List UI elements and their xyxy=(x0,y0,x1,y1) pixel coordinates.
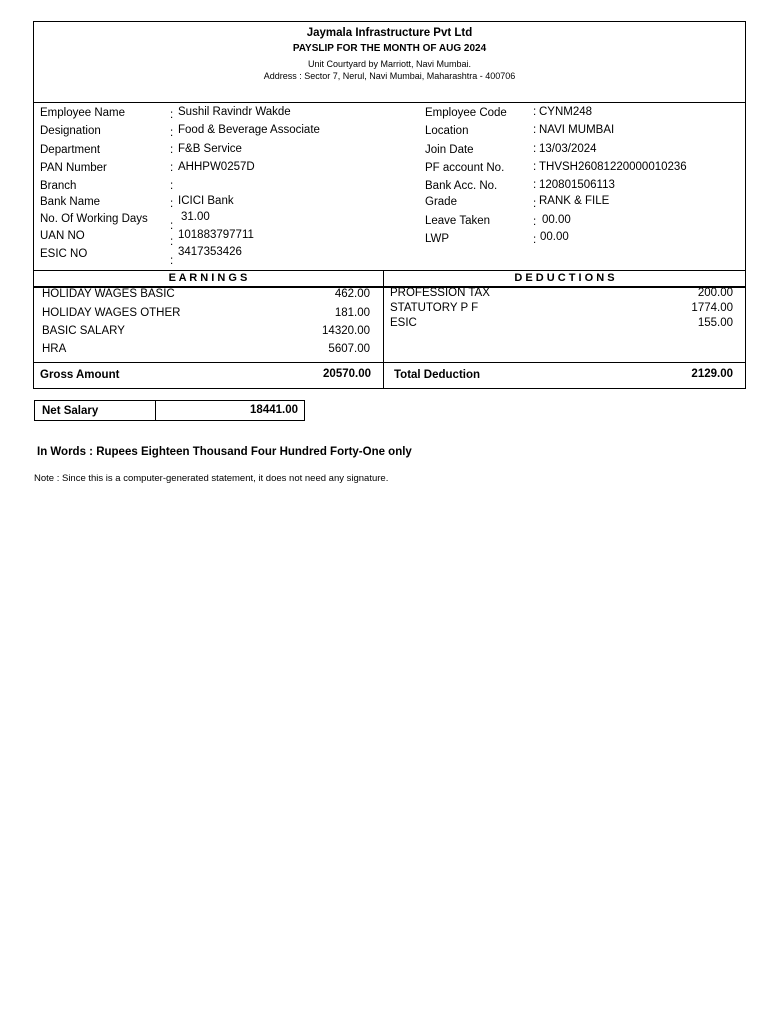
earning-item-amount: 14320.00 xyxy=(322,325,370,337)
header-divider xyxy=(33,102,746,103)
label-leave-taken: Leave Taken xyxy=(425,215,491,227)
colon: : xyxy=(170,198,174,210)
colon: : xyxy=(533,234,537,246)
net-salary-value: 18441.00 xyxy=(250,404,298,416)
colon: : xyxy=(533,106,537,118)
label-branch: Branch xyxy=(40,180,77,192)
label-grade: Grade xyxy=(425,196,457,208)
colon: : xyxy=(170,255,174,267)
label-department: Department xyxy=(40,144,101,156)
total-deduction-label: Total Deduction xyxy=(394,369,481,381)
value-location: NAVI MUMBAI xyxy=(539,124,615,136)
label-esic-no: ESIC NO xyxy=(40,248,88,260)
net-salary-divider xyxy=(155,400,156,421)
earning-item-name: HOLIDAY WAGES OTHER xyxy=(42,307,181,319)
colon: : xyxy=(533,216,537,228)
label-bank-name: Bank Name xyxy=(40,196,101,208)
colon: : xyxy=(170,236,174,248)
deduction-item-name: PROFESSION TAX xyxy=(390,287,490,299)
colon: : xyxy=(170,109,174,121)
deduction-item-amount: 200.00 xyxy=(697,287,733,299)
unit-name: Unit Courtyard by Marriott, Navi Mumbai. xyxy=(307,59,472,69)
value-bank-name: ICICI Bank xyxy=(178,195,234,207)
value-leave-taken: 00.00 xyxy=(542,214,571,226)
earning-item-name: HRA xyxy=(42,343,67,355)
colon: : xyxy=(533,161,537,173)
deduction-item-name: STATUTORY P F xyxy=(390,302,479,314)
label-pan-number: PAN Number xyxy=(40,162,107,174)
value-department: F&B Service xyxy=(178,143,242,155)
value-esic-no: 3417353426 xyxy=(178,246,242,258)
label-working-days: No. Of Working Days xyxy=(40,213,148,225)
value-uan-no: 101883797711 xyxy=(178,229,254,241)
company-address: Address : Sector 7, Nerul, Navi Mumbai, Maharashtra - 400706 xyxy=(263,71,516,81)
value-bank-account: 120801506113 xyxy=(539,179,615,191)
colon: : xyxy=(170,180,174,192)
earning-item-amount: 5607.00 xyxy=(328,343,370,355)
net-salary-label: Net Salary xyxy=(42,405,99,417)
footer-note: Note : Since this is a computer-generated statement, it does not need any signature. xyxy=(34,473,389,484)
value-lwp: 00.00 xyxy=(540,231,569,243)
earning-item-name: BASIC SALARY xyxy=(42,325,125,337)
deductions-heading: D E D U C T I O N S xyxy=(514,272,615,284)
gross-amount-label: Gross Amount xyxy=(40,369,120,381)
label-pf-account: PF account No. xyxy=(425,162,505,174)
value-working-days: 31.00 xyxy=(181,211,210,223)
label-employee-code: Employee Code xyxy=(425,107,507,119)
colon: : xyxy=(533,143,537,155)
earnings-heading: E A R N I N G S xyxy=(168,272,248,284)
value-pf-account: THVSH26081220000010236 xyxy=(539,161,687,173)
label-location: Location xyxy=(425,125,469,137)
gross-amount-value: 20570.00 xyxy=(323,368,371,380)
label-join-date: Join Date xyxy=(425,144,474,156)
earning-item-name: HOLIDAY WAGES BASIC xyxy=(42,288,175,300)
value-join-date: 13/03/2024 xyxy=(539,143,597,155)
amount-in-words: In Words : Rupees Eighteen Thousand Four Hundred Forty-One only xyxy=(37,446,412,458)
value-employee-name: Sushil Ravindr Wakde xyxy=(178,106,291,118)
deduction-item-amount: 155.00 xyxy=(697,317,733,329)
label-designation: Designation xyxy=(40,125,101,137)
section-divider xyxy=(33,270,746,271)
value-grade: RANK & FILE xyxy=(539,195,610,207)
colon: : xyxy=(170,220,174,232)
label-employee-name: Employee Name xyxy=(40,107,126,119)
colon: : xyxy=(533,198,537,210)
earning-item-amount: 462.00 xyxy=(334,288,370,300)
value-employee-code: CYNM248 xyxy=(539,106,593,118)
label-lwp: LWP xyxy=(425,233,450,245)
colon: : xyxy=(170,127,174,139)
value-designation: Food & Beverage Associate xyxy=(178,124,320,136)
colon: : xyxy=(170,162,174,174)
value-pan-number: AHHPW0257D xyxy=(178,161,255,173)
total-deduction-value: 2129.00 xyxy=(691,368,733,380)
label-uan-no: UAN NO xyxy=(40,230,85,242)
company-name: Jaymala Infrastructure Pvt Ltd xyxy=(306,27,473,39)
colon: : xyxy=(533,124,537,136)
colon: : xyxy=(533,179,537,191)
totals-divider xyxy=(33,362,746,363)
payslip-title: PAYSLIP FOR THE MONTH OF AUG 2024 xyxy=(292,43,487,54)
label-bank-account: Bank Acc. No. xyxy=(425,180,498,192)
deduction-item-name: ESIC xyxy=(390,317,417,329)
colon: : xyxy=(170,144,174,156)
earning-item-amount: 181.00 xyxy=(334,307,370,319)
deduction-item-amount: 1774.00 xyxy=(691,302,733,314)
